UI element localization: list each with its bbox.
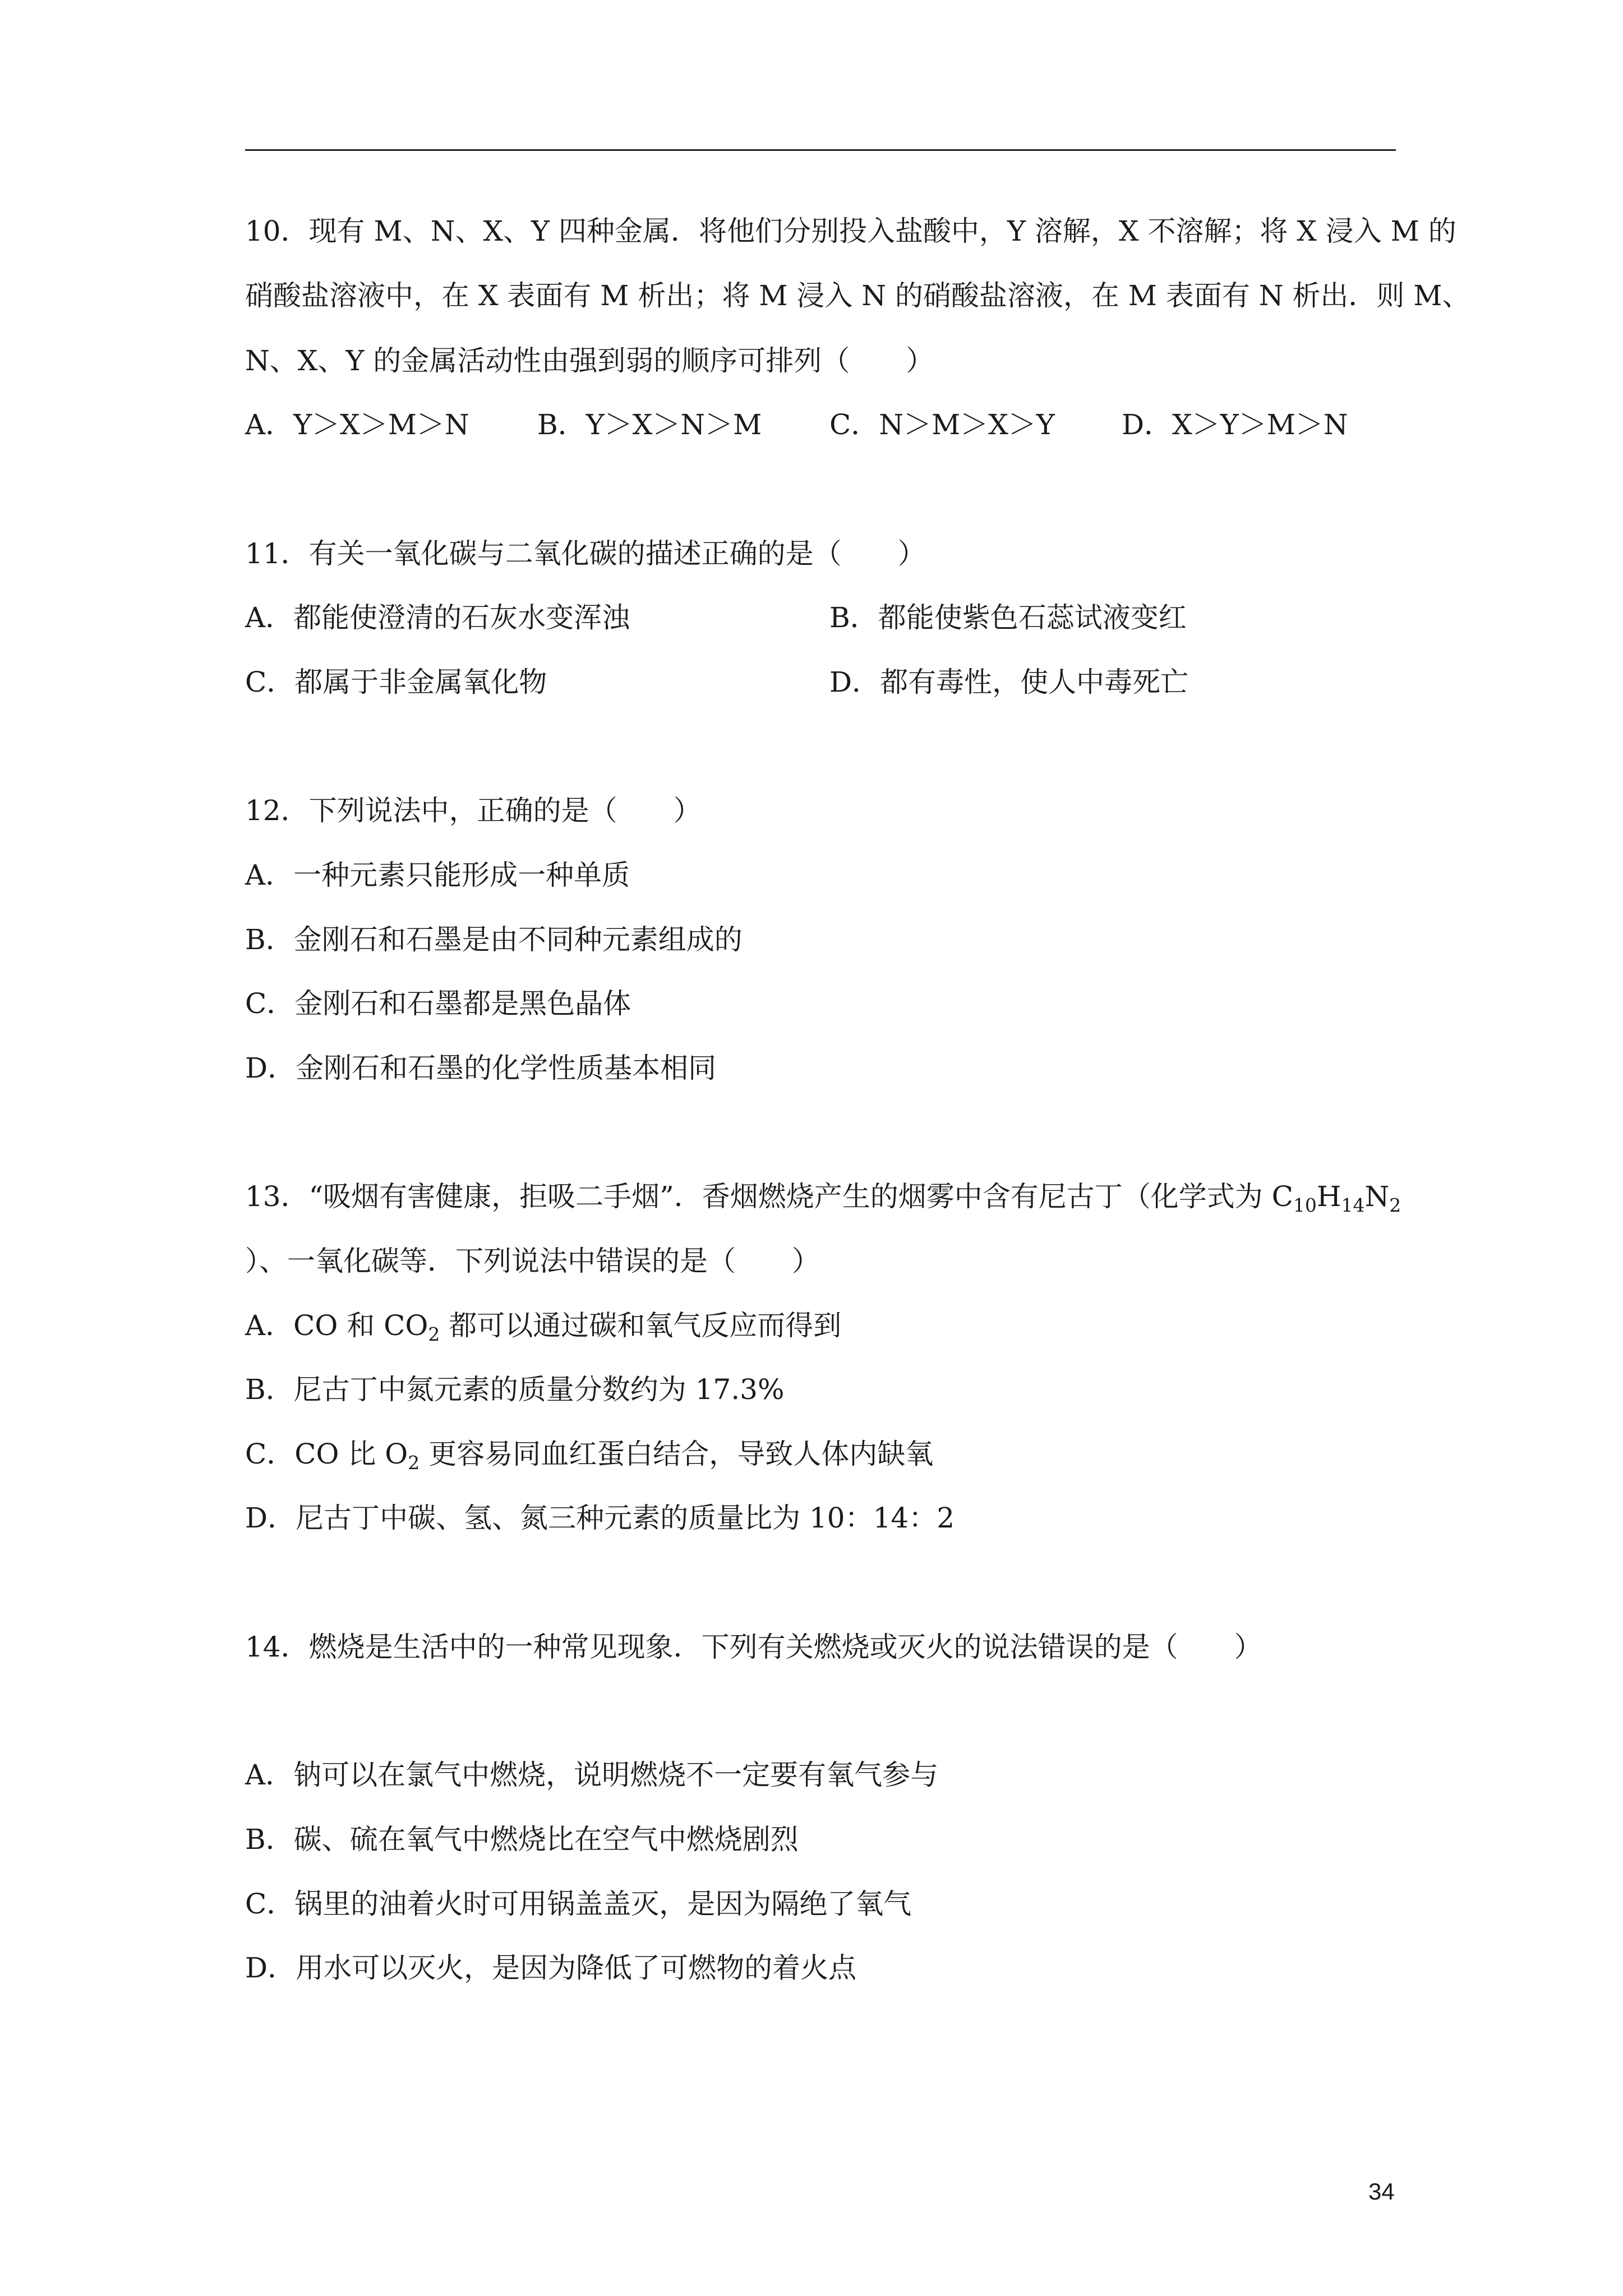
q13-stem-line-1	[245, 1180, 1401, 1216]
q14-stem: 14．燃烧是生活中的一种常见现象．下列有关燃烧或灭火的说法错误的是（ ）	[245, 1631, 1262, 1663]
q11-option-a: A．都能使澄清的石灰水变浑浊	[245, 601, 630, 634]
q13-formula-h-subscript: 14	[1341, 1194, 1365, 1216]
q13-option-a-text: A．CO 和 CO	[245, 1309, 428, 1342]
q11-option-b: B．都能使紫色石蕊试液变红	[829, 601, 1187, 634]
q13-option-b: B．尼古丁中氮元素的质量分数约为 17.3%	[245, 1373, 785, 1406]
q10-option-c: C．N＞M＞X＞Y	[829, 408, 1055, 441]
q12-option-b: B．金刚石和石墨是由不同种元素组成的	[245, 923, 743, 956]
q13-option-c-subscript: 2	[408, 1452, 420, 1474]
q13-option-a-rest: 都可以通过碳和氧气反应而得到	[440, 1309, 842, 1342]
q13-option-c-rest: 更容易同血红蛋白结合，导致人体内缺氧	[419, 1438, 934, 1470]
q13-stem-line-2: ）、一氧化碳等．下列说法中错误的是（ ）	[245, 1245, 820, 1277]
header-rule	[245, 149, 1396, 151]
q12-option-a: A．一种元素只能形成一种单质	[245, 859, 630, 891]
q13-option-c-text: C．CO 比 O	[245, 1438, 408, 1470]
q10-option-b: B．Y＞X＞N＞M	[537, 408, 762, 441]
q10-line-2: 硝酸盐溶液中，在 X 表面有 M 析出；将 M 浸入 N 的硝酸盐溶液，在 M 表面有 N 析出．则 M、	[245, 279, 1470, 312]
page-number: 34	[1368, 2178, 1395, 2205]
q13-option-a-subscript: 2	[428, 1323, 440, 1345]
q14-option-c: C．锅里的油着火时可用锅盖盖灭，是因为隔绝了氧气	[245, 1888, 912, 1920]
q12-stem: 12．下列说法中，正确的是（ ）	[245, 794, 702, 827]
q11-stem: 11．有关一氧化碳与二氧化碳的描述正确的是（ ）	[245, 537, 926, 570]
q12-option-c: C．金刚石和石墨都是黑色晶体	[245, 987, 631, 1020]
q10-option-d: D．X＞Y＞M＞N	[1122, 408, 1348, 441]
q10-line-1: 10．现有 M、N、X、Y 四种金属．将他们分别投入盐酸中，Y 溶解，X 不溶解；将 X 浸入 M 的	[245, 215, 1456, 247]
q13-formula-n: N	[1364, 1180, 1390, 1213]
q13-formula-c-subscript: 10	[1293, 1194, 1317, 1216]
q14-option-a: A．钠可以在氯气中燃烧，说明燃烧不一定要有氧气参与	[245, 1759, 939, 1791]
q13-option-a	[245, 1309, 842, 1345]
q13-formula-n-subscript: 2	[1389, 1194, 1401, 1216]
q11-option-d: D．都有毒性，使人中毒死亡	[829, 666, 1189, 698]
q10-option-a: A．Y＞X＞M＞N	[245, 408, 469, 441]
q11-option-c: C．都属于非金属氧化物	[245, 666, 547, 698]
q13-formula-h: H	[1316, 1180, 1341, 1213]
q13-option-d: D．尼古丁中碳、氢、氮三种元素的质量比为 10：14：2	[245, 1502, 955, 1534]
q13-option-c	[245, 1437, 934, 1474]
q14-option-d: D．用水可以灭火，是因为降低了可燃物的着火点	[245, 1952, 857, 1984]
q14-option-b: B．碳、硫在氧气中燃烧比在空气中燃烧剧烈	[245, 1823, 799, 1856]
q13-stem-text: 13．“吸烟有害健康，拒吸二手烟”．香烟燃烧产生的烟雾中含有尼古丁（化学式为 C	[245, 1180, 1293, 1213]
q12-option-d: D．金刚石和石墨的化学性质基本相同	[245, 1052, 717, 1084]
q10-line-3: N、X、Y 的金属活动性由强到弱的顺序可排列（ ）	[245, 344, 934, 377]
